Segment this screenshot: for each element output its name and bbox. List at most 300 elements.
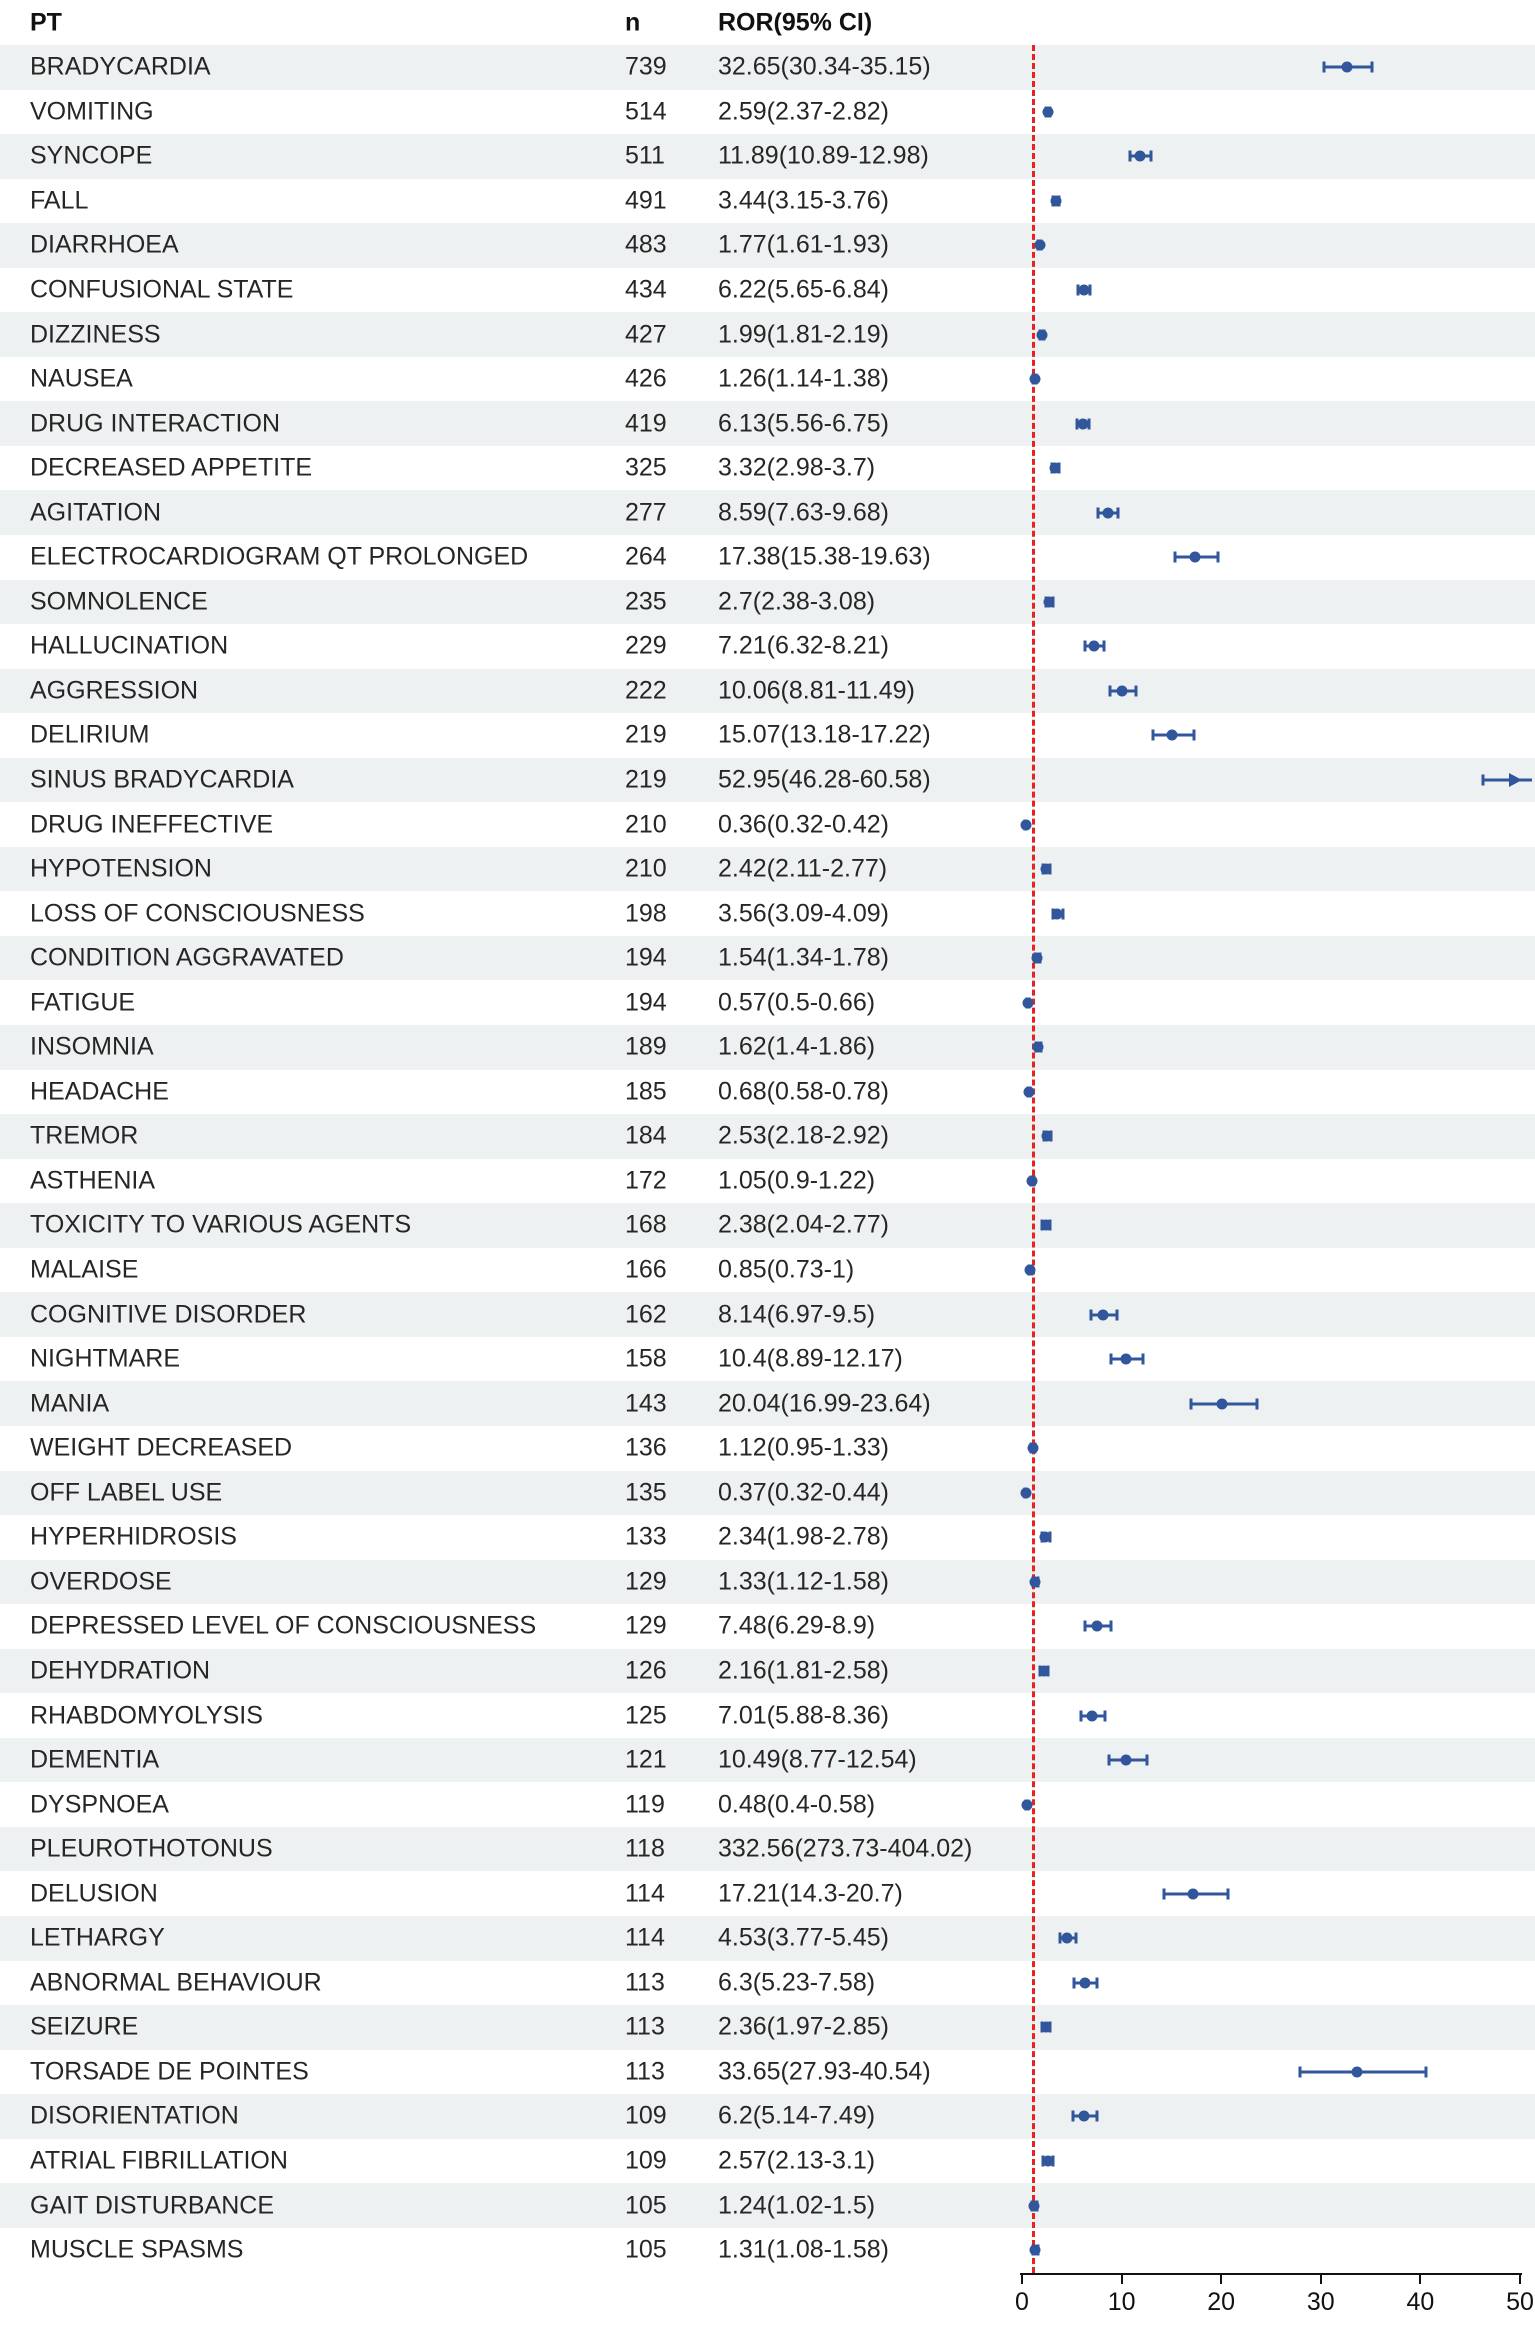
plot-cell	[1022, 223, 1520, 268]
pt-label: FATIGUE	[30, 988, 136, 1017]
plot-cell	[1022, 1916, 1520, 1961]
ror-value: 1.62(1.4-1.86)	[718, 1032, 876, 1061]
x-axis	[1015, 2273, 1534, 2328]
pt-label: DEPRESSED LEVEL OF CONSCIOUSNESS	[30, 1611, 537, 1640]
ror-value: 3.56(3.09-4.09)	[718, 899, 889, 928]
n-value: 136	[625, 1433, 667, 1462]
ror-value: 7.01(5.88-8.36)	[718, 1701, 889, 1729]
ror-value: 1.54(1.34-1.78)	[718, 943, 889, 972]
n-value: 126	[625, 1656, 667, 1685]
ci-line	[1300, 2070, 1426, 2073]
point-estimate-dot	[1052, 908, 1063, 919]
table-header	[0, 0, 1535, 45]
x-axis-tick-label: 10	[1107, 2288, 1136, 2316]
ci-line	[1483, 779, 1533, 782]
point-estimate-dot	[1117, 685, 1128, 696]
point-estimate-dot	[1040, 1220, 1051, 1231]
table-row	[0, 1604, 1535, 1649]
table-row	[0, 446, 1535, 491]
n-value: 119	[625, 1790, 665, 1819]
ror-value: 332.56(273.73-404.02)	[718, 1834, 973, 1863]
pt-label: COGNITIVE DISORDER	[30, 1300, 307, 1329]
ci-cap-right	[1256, 1398, 1259, 1409]
table-row	[0, 1961, 1535, 2006]
plot-cell	[1022, 624, 1520, 669]
plot-cell	[1022, 713, 1520, 758]
n-value: 121	[625, 1745, 667, 1774]
x-axis-line	[1020, 2273, 1522, 2275]
ror-value: 2.42(2.11-2.77)	[718, 854, 888, 883]
point-estimate-dot	[1040, 2022, 1051, 2033]
ror-value: 6.3(5.23-7.58)	[718, 1968, 876, 1997]
ci-cap-right	[1150, 151, 1153, 162]
n-value: 222	[625, 676, 667, 705]
pt-label: WEIGHT DECREASED	[30, 1433, 293, 1462]
n-value: 162	[625, 1300, 667, 1329]
plot-cell	[1022, 1693, 1520, 1738]
x-axis-tick	[1419, 2275, 1421, 2284]
plot-cell	[1022, 2094, 1520, 2139]
table-row	[0, 1426, 1535, 1471]
ror-value: 1.12(0.95-1.33)	[718, 1433, 889, 1462]
x-axis-tick	[1021, 2275, 1023, 2284]
n-value: 109	[625, 2101, 667, 2130]
point-estimate-dot	[1135, 151, 1146, 162]
ror-value: 1.24(1.02-1.5)	[718, 2191, 876, 2220]
plot-cell	[1022, 1426, 1520, 1471]
n-value: 189	[625, 1032, 667, 1061]
plot-cell	[1022, 936, 1520, 981]
point-estimate-dot	[1120, 1354, 1131, 1365]
ror-value: 2.38(2.04-2.77)	[718, 1210, 889, 1239]
header-pt: PT	[30, 8, 62, 36]
n-value: 114	[625, 1923, 665, 1952]
pt-label: ELECTROCARDIOGRAM QT PROLONGED	[30, 542, 529, 571]
ci-cap-left	[1083, 1621, 1086, 1632]
pt-label: DIARRHOEA	[30, 230, 179, 259]
point-estimate-dot	[1020, 819, 1031, 830]
table-row	[0, 1560, 1535, 1605]
ror-value: 6.2(5.14-7.49)	[718, 2101, 876, 2130]
ror-value: 32.65(30.34-35.15)	[718, 52, 931, 81]
point-estimate-dot	[1086, 1710, 1097, 1721]
ror-value: 0.37(0.32-0.44)	[718, 1478, 889, 1507]
point-estimate-dot	[1022, 997, 1033, 1008]
pt-label: NIGHTMARE	[30, 1344, 180, 1373]
point-estimate-dot	[1352, 2066, 1363, 2077]
ci-cap-left	[1108, 685, 1111, 696]
plot-cell	[1022, 1025, 1520, 1070]
ci-cap-right	[1109, 1621, 1112, 1632]
ci-cap-left	[1090, 1309, 1093, 1320]
n-value: 129	[625, 1611, 667, 1640]
ror-value: 15.07(13.18-17.22)	[718, 720, 931, 749]
n-value: 219	[625, 720, 667, 749]
n-value: 113	[625, 2057, 665, 2086]
ror-value: 6.22(5.65-6.84)	[718, 275, 889, 304]
ci-cap-left	[1072, 2111, 1075, 2122]
n-value: 143	[625, 1389, 667, 1418]
ror-value: 0.36(0.32-0.42)	[718, 810, 889, 839]
n-value: 184	[625, 1121, 667, 1150]
plot-cell	[1022, 1114, 1520, 1159]
n-value: 419	[625, 409, 667, 438]
n-value: 739	[625, 52, 667, 81]
table-row	[0, 490, 1535, 535]
ci-cap-right	[1102, 641, 1105, 652]
pt-label: TREMOR	[30, 1121, 139, 1150]
ror-value: 2.53(2.18-2.92)	[718, 1121, 889, 1150]
n-value: 511	[625, 141, 665, 170]
table-row	[0, 669, 1535, 714]
point-estimate-dot	[1038, 1665, 1049, 1676]
ci-cap-right	[1096, 1977, 1099, 1988]
ci-cap-left	[1096, 507, 1099, 518]
ci-cap-right	[1095, 2111, 1098, 2122]
ci-cap-left	[1079, 1710, 1082, 1721]
point-estimate-dot	[1020, 1487, 1031, 1498]
plot-cell	[1022, 847, 1520, 892]
pt-label: PLEUROTHOTONUS	[30, 1834, 273, 1863]
n-value: 325	[625, 453, 667, 482]
pt-label: SINUS BRADYCARDIA	[30, 765, 294, 794]
pt-label: OFF LABEL USE	[30, 1478, 223, 1507]
ror-value: 0.57(0.5-0.66)	[718, 988, 876, 1017]
point-estimate-dot	[1025, 1265, 1036, 1276]
ror-value: 2.36(1.97-2.85)	[718, 2012, 889, 2041]
table-row	[0, 179, 1535, 224]
table-rows	[0, 45, 1535, 2272]
table-row	[0, 847, 1535, 892]
table-row	[0, 1025, 1535, 1070]
plot-cell	[1022, 1337, 1520, 1382]
table-row	[0, 980, 1535, 1025]
n-value: 135	[625, 1478, 667, 1507]
plot-cell	[1022, 134, 1520, 179]
n-value: 491	[625, 186, 667, 215]
plot-cell	[1022, 490, 1520, 535]
n-value: 434	[625, 275, 667, 304]
table-row	[0, 535, 1535, 580]
ci-cap-left	[1129, 151, 1132, 162]
pt-label: ABNORMAL BEHAVIOUR	[30, 1968, 322, 1997]
pt-label: SOMNOLENCE	[30, 587, 208, 616]
n-value: 118	[625, 1834, 665, 1863]
pt-label: DELUSION	[30, 1879, 158, 1908]
pt-label: MUSCLE SPASMS	[30, 2235, 244, 2264]
ror-value: 2.34(1.98-2.78)	[718, 1522, 889, 1551]
ci-cap-left	[1299, 2066, 1302, 2077]
table-row	[0, 1871, 1535, 1916]
point-estimate-dot	[1023, 1086, 1034, 1097]
ci-cap-left	[1481, 775, 1484, 786]
x-axis-tick-label: 50	[1506, 2288, 1534, 2316]
ci-cap-right	[1142, 1354, 1145, 1365]
n-value: 125	[625, 1701, 667, 1729]
n-value: 514	[625, 97, 667, 126]
pt-label: TORSADE DE POINTES	[30, 2057, 309, 2086]
pt-label: HYPERHIDROSIS	[30, 1522, 237, 1551]
ror-value: 52.95(46.28-60.58)	[718, 765, 931, 794]
pt-label: OVERDOSE	[30, 1567, 172, 1596]
ror-value: 17.38(15.38-19.63)	[718, 542, 931, 571]
header-n: n	[625, 8, 641, 36]
pt-label: BRADYCARDIA	[30, 52, 211, 81]
ci-cap-left	[1163, 1888, 1166, 1899]
ci-cap-left	[1152, 730, 1155, 741]
x-axis-tick	[1121, 2275, 1123, 2284]
point-estimate-dot	[1121, 1755, 1132, 1766]
point-estimate-dot	[1216, 1398, 1227, 1409]
plot-cell	[1022, 2183, 1520, 2228]
plot-cell	[1022, 1560, 1520, 1605]
plot-cell	[1022, 90, 1520, 135]
ror-value: 1.33(1.12-1.58)	[718, 1567, 889, 1596]
pt-label: CONFUSIONAL STATE	[30, 275, 294, 304]
table-row	[0, 1649, 1535, 1694]
ror-value: 6.13(5.56-6.75)	[718, 409, 889, 438]
point-estimate-dot	[1021, 1799, 1032, 1810]
pt-label: VOMITING	[30, 97, 154, 126]
ror-value: 2.57(2.13-3.1)	[718, 2146, 876, 2175]
table-row	[0, 758, 1535, 803]
n-value: 277	[625, 498, 667, 527]
ror-value: 10.06(8.81-11.49)	[718, 676, 915, 705]
point-estimate-dot	[1062, 1933, 1073, 1944]
ror-value: 1.26(1.14-1.38)	[718, 364, 889, 393]
point-estimate-dot	[1102, 507, 1113, 518]
n-value: 166	[625, 1255, 667, 1284]
table-row	[0, 2228, 1535, 2273]
n-value: 198	[625, 899, 667, 928]
ci-cap-left	[1108, 1755, 1111, 1766]
pt-label: LETHARGY	[30, 1923, 165, 1952]
n-value: 114	[625, 1879, 665, 1908]
ror-value: 3.32(2.98-3.7)	[718, 453, 876, 482]
plot-cell	[1022, 1471, 1520, 1516]
point-estimate-dot	[1088, 641, 1099, 652]
ci-cap-right	[1371, 62, 1374, 73]
point-estimate-dot	[1050, 463, 1061, 474]
plot-cell	[1022, 2005, 1520, 2050]
ror-value: 10.4(8.89-12.17)	[718, 1344, 903, 1373]
n-value: 219	[625, 765, 667, 794]
pt-label: HEADACHE	[30, 1077, 169, 1106]
x-axis-tick-label: 40	[1406, 2288, 1435, 2316]
plot-cell	[1022, 2228, 1520, 2273]
plot-cell	[1022, 980, 1520, 1025]
point-estimate-dot	[1091, 1621, 1102, 1632]
n-value: 210	[625, 854, 667, 883]
plot-cell	[1022, 45, 1520, 90]
table-row	[0, 2050, 1535, 2095]
pt-label: TOXICITY TO VARIOUS AGENTS	[30, 1210, 412, 1239]
plot-cell	[1022, 1381, 1520, 1426]
n-value: 210	[625, 810, 667, 839]
n-value: 185	[625, 1077, 667, 1106]
n-value: 133	[625, 1522, 667, 1551]
ci-cap-right	[1117, 507, 1120, 518]
plot-cell	[1022, 312, 1520, 357]
table-row	[0, 1203, 1535, 1248]
n-value: 172	[625, 1166, 667, 1195]
ci-cap-right	[1075, 1933, 1078, 1944]
pt-label: DRUG INTERACTION	[30, 409, 280, 438]
table-row	[0, 1471, 1535, 1516]
header-ror: ROR(95% CI)	[718, 8, 873, 36]
plot-cell	[1022, 1827, 1520, 1872]
n-value: 105	[625, 2235, 667, 2264]
ci-cap-left	[1174, 552, 1177, 563]
n-value: 129	[625, 1567, 667, 1596]
table-row	[0, 1738, 1535, 1783]
ci-cap-right	[1192, 730, 1195, 741]
plot-cell	[1022, 1248, 1520, 1293]
point-estimate-dot	[1042, 1131, 1053, 1142]
x-axis-tick	[1519, 2275, 1521, 2284]
table-row	[0, 1827, 1535, 1872]
n-value: 105	[625, 2191, 667, 2220]
plot-cell	[1022, 802, 1520, 847]
offscale-arrow-icon	[1509, 773, 1522, 787]
pt-label: INSOMNIA	[30, 1032, 154, 1061]
plot-cell	[1022, 1738, 1520, 1783]
ror-value: 33.65(27.93-40.54)	[718, 2057, 931, 2086]
ci-cap-right	[1115, 1309, 1118, 1320]
table-row	[0, 312, 1535, 357]
table-row	[0, 2183, 1535, 2228]
pt-label: CONDITION AGGRAVATED	[30, 943, 344, 972]
ror-value: 10.49(8.77-12.54)	[718, 1745, 917, 1774]
n-value: 235	[625, 587, 667, 616]
table-row	[0, 1916, 1535, 1961]
ci-cap-left	[1109, 1354, 1112, 1365]
table-row	[0, 1159, 1535, 1204]
ror-value: 11.89(10.89-12.98)	[718, 141, 929, 170]
point-estimate-dot	[1167, 730, 1178, 741]
table-row	[0, 1337, 1535, 1382]
table-row	[0, 1515, 1535, 1560]
point-estimate-dot	[1051, 195, 1062, 206]
n-value: 113	[625, 2012, 665, 2041]
n-value: 194	[625, 988, 667, 1017]
pt-label: DRUG INEFFECTIVE	[30, 810, 274, 839]
ror-value: 2.7(2.38-3.08)	[718, 587, 876, 616]
pt-label: DELIRIUM	[30, 720, 150, 749]
table-row	[0, 1114, 1535, 1159]
ror-value: 2.16(1.81-2.58)	[718, 1656, 889, 1685]
ci-cap-left	[1083, 641, 1086, 652]
ror-value: 7.48(6.29-8.9)	[718, 1611, 876, 1640]
n-value: 194	[625, 943, 667, 972]
plot-cell	[1022, 1159, 1520, 1204]
table-row	[0, 268, 1535, 313]
point-estimate-dot	[1342, 62, 1353, 73]
pt-label: DISORIENTATION	[30, 2101, 239, 2130]
plot-cell	[1022, 1292, 1520, 1337]
point-estimate-dot	[1098, 1309, 1109, 1320]
ror-value: 1.99(1.81-2.19)	[718, 320, 889, 349]
point-estimate-dot	[1034, 240, 1045, 251]
n-value: 426	[625, 364, 667, 393]
n-value: 158	[625, 1344, 667, 1373]
plot-cell	[1022, 268, 1520, 313]
x-axis-tick	[1220, 2275, 1222, 2284]
pt-label: HYPOTENSION	[30, 854, 212, 883]
ror-value: 17.21(14.3-20.7)	[718, 1879, 903, 1908]
pt-label: GAIT DISTURBANCE	[30, 2191, 275, 2220]
ci-cap-left	[1323, 62, 1326, 73]
table-row	[0, 2094, 1535, 2139]
pt-label: DIZZINESS	[30, 320, 161, 349]
point-estimate-dot	[1030, 1576, 1041, 1587]
plot-cell	[1022, 758, 1520, 803]
point-estimate-dot	[1079, 1977, 1090, 1988]
n-value: 113	[625, 1968, 665, 1997]
plot-cell	[1022, 2139, 1520, 2184]
table-row	[0, 1070, 1535, 1115]
plot-cell	[1022, 446, 1520, 491]
plot-cell	[1022, 1203, 1520, 1248]
table-row	[0, 802, 1535, 847]
plot-cell	[1022, 1961, 1520, 2006]
point-estimate-dot	[1041, 864, 1052, 875]
plot-cell	[1022, 2050, 1520, 2095]
table-row	[0, 90, 1535, 135]
x-axis-tick-label: 20	[1207, 2288, 1236, 2316]
pt-label: DECREASED APPETITE	[30, 453, 313, 482]
table-row	[0, 936, 1535, 981]
plot-cell	[1022, 1649, 1520, 1694]
plot-cell	[1022, 179, 1520, 224]
table-row	[0, 357, 1535, 402]
ci-cap-right	[1424, 2066, 1427, 2077]
point-estimate-dot	[1043, 596, 1054, 607]
table-row	[0, 713, 1535, 758]
ci-cap-right	[1104, 1710, 1107, 1721]
point-estimate-dot	[1078, 285, 1089, 296]
ror-value: 0.48(0.4-0.58)	[718, 1790, 876, 1819]
x-axis-tick-label: 30	[1306, 2288, 1335, 2316]
plot-cell	[1022, 891, 1520, 936]
point-estimate-dot	[1042, 106, 1053, 117]
ror-value: 2.59(2.37-2.82)	[718, 97, 889, 126]
plot-cell	[1022, 1070, 1520, 1115]
table-row	[0, 45, 1535, 90]
table-row	[0, 2139, 1535, 2184]
ci-cap-right	[1135, 685, 1138, 696]
pt-label: HALLUCINATION	[30, 631, 229, 660]
table-row	[0, 1782, 1535, 1827]
table-row	[0, 2005, 1535, 2050]
ror-value: 0.85(0.73-1)	[718, 1255, 855, 1284]
ci-cap-right	[1227, 1888, 1230, 1899]
point-estimate-dot	[1033, 1042, 1044, 1053]
point-estimate-dot	[1040, 1532, 1051, 1543]
point-estimate-dot	[1027, 1175, 1038, 1186]
point-estimate-dot	[1030, 2245, 1041, 2256]
point-estimate-dot	[1029, 2200, 1040, 2211]
pt-label: ASTHENIA	[30, 1166, 156, 1195]
n-value: 229	[625, 631, 667, 660]
pt-label: RHABDOMYOLYSIS	[30, 1701, 263, 1729]
table-row	[0, 580, 1535, 625]
table-row	[0, 624, 1535, 669]
pt-label: FALL	[30, 186, 89, 215]
ror-value: 1.31(1.08-1.58)	[718, 2235, 889, 2264]
table-row	[0, 401, 1535, 446]
table-row	[0, 1248, 1535, 1293]
